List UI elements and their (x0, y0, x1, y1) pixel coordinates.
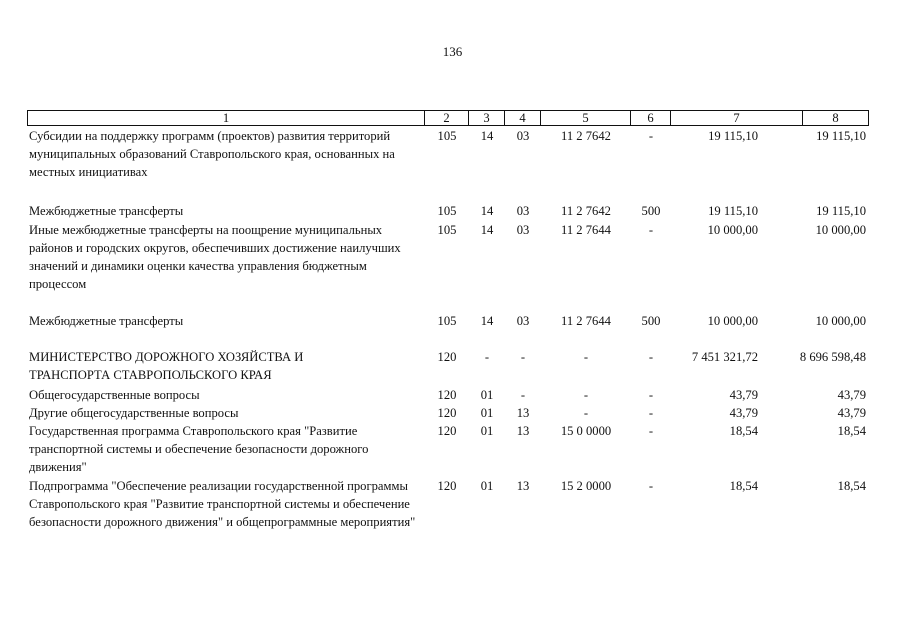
table-header-row (27, 110, 869, 126)
row-code-vr: 500 (641, 204, 661, 218)
row-code-cs: 11 2 7642 (561, 129, 611, 143)
row-name: Подпрограмма "Обеспечение реализации государственной программы Ставропольского края "Развитие транспортной системы и обеспечение безопасности дорожного движения" и общепрограммные мероприятия" (29, 479, 416, 529)
row-code-cs: 11 2 7644 (561, 223, 611, 237)
row-code-cs: 15 2 0000 (560, 479, 612, 493)
table-row (27, 312, 869, 330)
row-code-pr: 13 (516, 424, 530, 438)
table-row (27, 404, 869, 422)
row-code-vd: 105 (437, 204, 457, 218)
row-sum-2: 19 115,10 (816, 129, 866, 143)
row-sum-2: 18,54 (837, 424, 866, 438)
header-col-7: 7 (671, 111, 803, 125)
row-code-rz: 14 (480, 129, 494, 143)
header-col-1: 1 (28, 111, 425, 125)
row-code-vd: 120 (437, 388, 457, 402)
row-code-vr: - (648, 388, 654, 402)
row-code-cs: 11 2 7642 (561, 204, 611, 218)
header-col-8: 8 (832, 111, 839, 125)
page-number: 136 (442, 44, 463, 59)
row-code-rz: 01 (480, 479, 494, 493)
row-code-cs: - (583, 388, 589, 402)
row-code-cs: - (583, 350, 589, 364)
row-sum-1: 18,54 (729, 479, 758, 493)
row-code-vd: 120 (437, 350, 457, 364)
row-name: Иные межбюджетные трансферты на поощрение муниципальных районов и городских округов, обеспечивших достижение наилучших значений и динамики оценки качества управления бюджетным процессом (29, 223, 401, 291)
row-code-vr: - (648, 479, 654, 493)
row-code-pr: 13 (516, 479, 530, 493)
row-sum-2: 8 696 598,48 (799, 350, 866, 364)
row-sum-1: 7 451 321,72 (691, 350, 758, 364)
table-row (27, 422, 869, 476)
row-sum-2: 19 115,10 (816, 204, 866, 218)
row-sum-2: 10 000,00 (815, 314, 866, 328)
row-code-vd: 105 (437, 129, 457, 143)
table-row (27, 202, 869, 220)
row-code-pr: 03 (516, 314, 530, 328)
row-sum-1: 43,79 (729, 406, 758, 420)
row-code-pr: 03 (516, 223, 530, 237)
row-name: МИНИСТЕРСТВО ДОРОЖНОГО ХОЗЯЙСТВА И ТРАНСПОРТА СТАВРОПОЛЬСКОГО КРАЯ (29, 350, 304, 382)
row-code-vr: - (648, 406, 654, 420)
row-sum-1: 19 115,10 (708, 204, 758, 218)
row-sum-2: 43,79 (837, 388, 866, 402)
row-code-vd: 105 (437, 223, 457, 237)
row-code-rz: 01 (480, 424, 494, 438)
row-sum-1: 43,79 (729, 388, 758, 402)
row-name: Другие общегосударственные вопросы (29, 406, 239, 420)
row-code-vr: 500 (641, 314, 661, 328)
row-code-vr: - (648, 350, 654, 364)
row-sum-1: 19 115,10 (708, 129, 758, 143)
row-code-cs: 11 2 7644 (561, 314, 611, 328)
row-code-pr: 03 (516, 204, 530, 218)
row-code-rz: 14 (480, 223, 494, 237)
row-sum-1: 10 000,00 (707, 223, 758, 237)
row-code-rz: 01 (480, 406, 494, 420)
row-code-rz: 14 (480, 204, 494, 218)
row-sum-2: 10 000,00 (815, 223, 866, 237)
row-sum-2: 43,79 (837, 406, 866, 420)
row-name: Межбюджетные трансферты (29, 314, 184, 328)
table-row (27, 221, 869, 293)
header-col-3: 3 (469, 111, 505, 125)
row-name: Государственная программа Ставропольского края "Развитие транспортной системы и обеспечение безопасности дорожного движения" (29, 424, 369, 474)
header-col-2: 2 (425, 111, 469, 125)
row-code-vd: 120 (437, 406, 457, 420)
row-code-vr: - (648, 129, 654, 143)
header-col-4: 4 (505, 111, 541, 125)
row-code-vr: - (648, 424, 654, 438)
table-row (27, 127, 869, 181)
row-sum-1: 10 000,00 (707, 314, 758, 328)
row-code-vr: - (648, 223, 654, 237)
row-code-rz: - (484, 350, 490, 364)
header-col-6: 6 (631, 111, 671, 125)
row-code-pr: 13 (516, 406, 530, 420)
row-code-rz: 14 (480, 314, 494, 328)
row-name: Межбюджетные трансферты (29, 204, 184, 218)
row-name: Субсидии на поддержку программ (проектов) развития территорий муниципальных образований Ставропольского края, основанных на местных инициативах (29, 129, 395, 179)
row-code-cs: 15 0 0000 (560, 424, 612, 438)
row-code-vd: 120 (437, 479, 457, 493)
row-code-pr: - (520, 388, 526, 402)
row-code-pr: - (520, 350, 526, 364)
row-code-cs: - (583, 406, 589, 420)
table-row (27, 477, 869, 549)
row-code-vd: 120 (437, 424, 457, 438)
row-name: Общегосударственные вопросы (29, 388, 200, 402)
row-sum-1: 18,54 (729, 424, 758, 438)
table-row (27, 386, 869, 404)
row-code-rz: 01 (480, 388, 494, 402)
row-code-vd: 105 (437, 314, 457, 328)
table-row (27, 348, 869, 384)
row-sum-2: 18,54 (837, 479, 866, 493)
header-col-5: 5 (541, 111, 631, 125)
row-code-pr: 03 (516, 129, 530, 143)
